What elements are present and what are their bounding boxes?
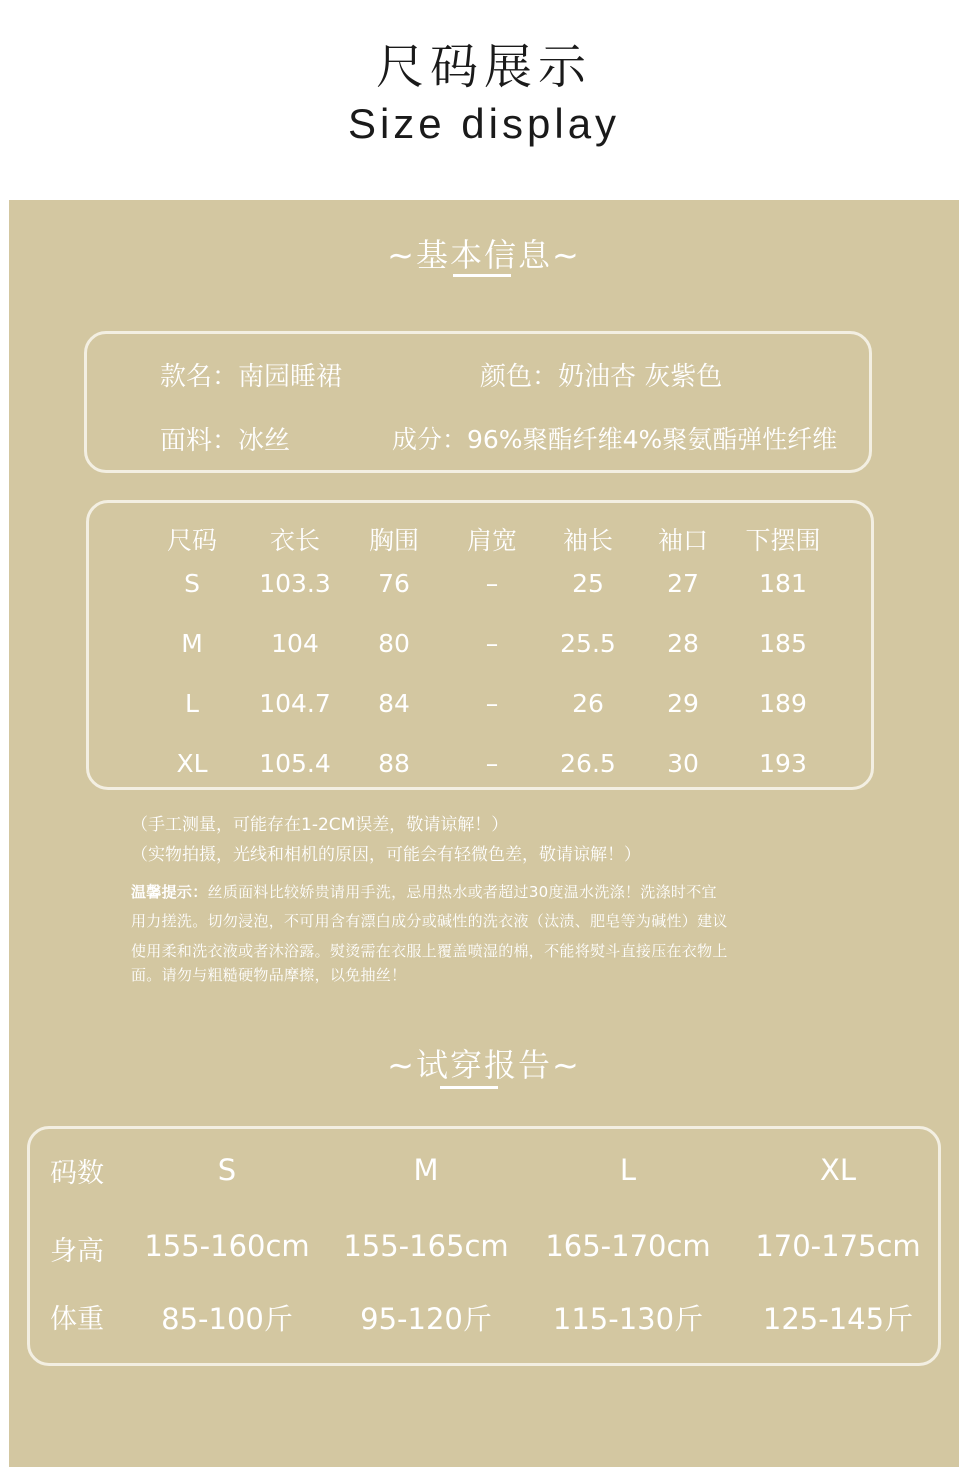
size-table-header: 胸围	[368, 526, 419, 555]
basic-info-title-underline	[453, 274, 511, 277]
size-table-header: 尺码	[166, 526, 217, 555]
care-tip-label: 温馨提示：	[131, 883, 208, 901]
product-composition: 成分：96%聚酯纤维4%聚氨酯弹性纤维	[392, 425, 838, 454]
fit-report-title: ~试穿报告~	[387, 1046, 581, 1084]
product-fabric: 面料：冰丝	[160, 426, 291, 456]
size-table-cell: 181	[759, 569, 807, 598]
page-header	[0, 0, 968, 200]
size-table-cell: 26	[572, 689, 604, 718]
size-table-cell: 25.5	[560, 629, 616, 658]
basic-info-box	[84, 331, 872, 473]
size-table-size-cell: S	[184, 569, 200, 598]
care-tip-text-1: 丝质面料比较娇贵请用手洗，忌用热水或者超过30度温水洗涤！洗涤时不宜	[207, 883, 717, 901]
color-note: （实物拍摄，光线和相机的原因，可能会有轻微色差，敬请谅解！）	[131, 845, 641, 865]
care-tip-line-1	[131, 881, 717, 902]
fit-size-cell: L	[619, 1153, 637, 1187]
size-table-cell: 104	[271, 629, 319, 658]
care-tip-line-2: 用力搓洗。切勿浸泡，不可用含有漂白成分或碱性的洗衣液（汰渍、肥皂等为碱性）建议	[131, 912, 728, 930]
fit-height-label: 身高	[50, 1236, 104, 1267]
fit-height-cell: 155-165cm	[343, 1229, 509, 1263]
size-table-cell: –	[485, 689, 499, 718]
size-table-cell: 80	[378, 629, 410, 658]
fit-height-cell: 165-170cm	[545, 1229, 711, 1263]
size-table-cell: –	[485, 569, 499, 598]
size-table-header: 袖长	[562, 526, 613, 555]
size-table-box	[86, 500, 874, 790]
size-table-cell: 88	[378, 749, 410, 778]
fit-size-label: 码数	[50, 1158, 104, 1189]
size-table-cell: 29	[667, 689, 699, 718]
size-table-cell: 28	[667, 629, 699, 658]
size-table-cell: 26.5	[560, 749, 616, 778]
size-table-cell: –	[485, 629, 499, 658]
size-table-cell: 84	[378, 689, 410, 718]
size-table-cell: 189	[759, 689, 807, 718]
fit-size-cell: M	[413, 1153, 439, 1187]
size-table-cell: 105.4	[259, 749, 331, 778]
product-name: 款名：南园睡裙	[160, 362, 343, 392]
size-table-cell: 193	[759, 749, 807, 778]
fit-report-box	[27, 1126, 941, 1366]
fit-weight-cell: 85-100斤	[161, 1302, 293, 1336]
page-title: 尺码展示	[375, 39, 592, 95]
size-table-size-cell: M	[181, 629, 203, 658]
size-table-size-cell: XL	[176, 749, 208, 778]
size-table-cell: 25	[572, 569, 604, 598]
fit-weight-cell: 125-145斤	[762, 1302, 914, 1336]
size-table-size-cell: L	[185, 689, 199, 718]
size-panel	[9, 200, 959, 1467]
fit-height-cell: 155-160cm	[144, 1229, 310, 1263]
page-subtitle: Size display	[347, 100, 621, 147]
product-color: 颜色：奶油杏 灰紫色	[480, 362, 723, 392]
care-tip-line-3: 使用柔和洗衣液或者沐浴露。熨烫需在衣服上覆盖喷湿的棉，不能将熨斗直接压在衣物上	[131, 942, 728, 960]
basic-info-title: ~基本信息~	[387, 236, 581, 274]
size-table-cell: 104.7	[259, 689, 331, 718]
fit-weight-label: 体重	[50, 1304, 104, 1335]
fit-report-title-underline	[440, 1086, 498, 1089]
size-table-header: 袖口	[657, 526, 708, 555]
fit-weight-cell: 115-130斤	[552, 1302, 704, 1336]
fit-height-cell: 170-175cm	[755, 1229, 921, 1263]
size-table-cell: 27	[667, 569, 699, 598]
size-table-header: 下摆围	[745, 526, 821, 555]
size-table-cell: 76	[378, 569, 410, 598]
fit-size-cell: S	[217, 1153, 237, 1187]
fit-size-cell: XL	[819, 1153, 857, 1187]
measurement-note: （手工测量，可能存在1-2CM误差，敬请谅解！）	[131, 815, 509, 835]
fit-weight-cell: 95-120斤	[360, 1302, 492, 1336]
size-table-cell: 185	[759, 629, 807, 658]
size-table-header: 肩宽	[466, 526, 517, 555]
size-table-header: 衣长	[269, 526, 320, 555]
size-table-cell: 103.3	[259, 569, 331, 598]
care-tip-line-4: 面。请勿与粗糙硬物品摩擦，以免抽丝！	[131, 966, 407, 984]
size-table-cell: 30	[667, 749, 699, 778]
size-table-cell: –	[485, 749, 499, 778]
